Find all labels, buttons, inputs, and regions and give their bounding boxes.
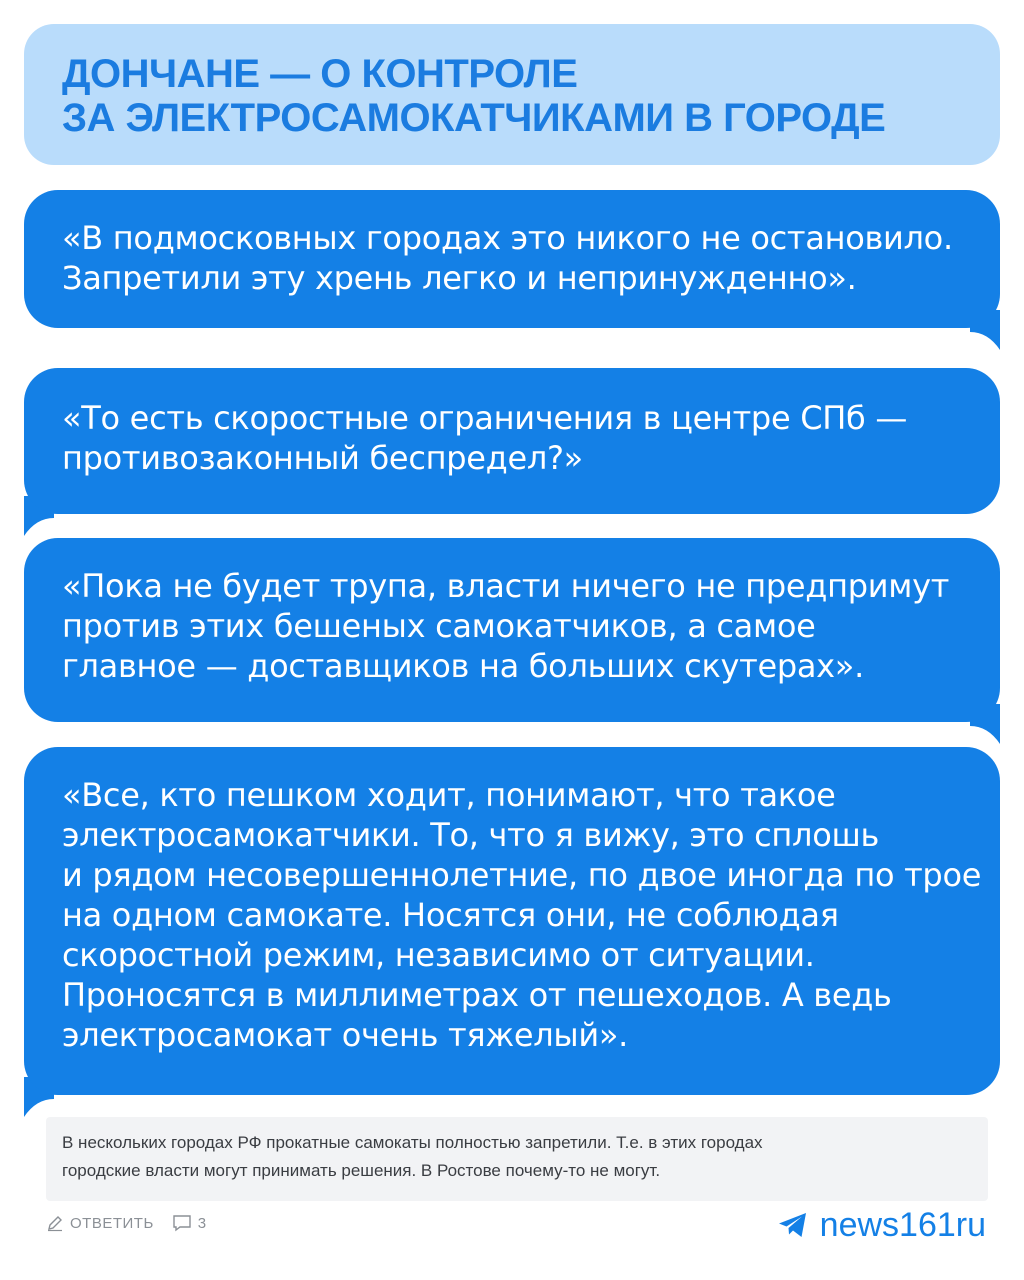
quote-4-line: на одном самокате. Носятся они, не соблюдая bbox=[62, 896, 839, 934]
quote-1-line: Запретили эту хрень легко и непринужденно». bbox=[62, 259, 857, 297]
quote-4-line: и рядом несовершеннолетние, по двое иногда по трое bbox=[62, 856, 982, 894]
comment-line: городские власти могут принимать решения. В Ростове почему-то не могут. bbox=[62, 1161, 661, 1180]
title-line-1: ДОНЧАНЕ — О КОНТРОЛЕ bbox=[62, 52, 578, 96]
comment-text-box bbox=[46, 1117, 988, 1201]
reply-button[interactable] bbox=[46, 1214, 154, 1232]
quote-4-line: Проносятся в миллиметрах от пешеходов. А ведь bbox=[62, 976, 892, 1014]
quote-bubble-1 bbox=[24, 190, 1000, 328]
comment-icon bbox=[172, 1214, 192, 1232]
replies-count-button[interactable] bbox=[172, 1214, 207, 1232]
quote-1-line: «В подмосковных городах это никого не остановило. bbox=[62, 219, 953, 257]
quote-3-line: против этих бешеных самокатчиков, а самое bbox=[62, 607, 816, 645]
quote-2-line: противозаконный беспредел?» bbox=[62, 439, 583, 477]
pencil-icon bbox=[46, 1214, 64, 1232]
brand-name: news161ru bbox=[819, 1205, 986, 1244]
brand-badge[interactable] bbox=[778, 1202, 986, 1248]
quote-4-line: «Все, кто пешком ходит, понимают, что такое bbox=[62, 776, 836, 814]
comment-line: В нескольких городах РФ прокатные самокаты полностью запретили. Т.е. в этих городах bbox=[62, 1133, 763, 1152]
reply-label: ОТВЕТИТЬ bbox=[70, 1214, 154, 1232]
telegram-icon bbox=[778, 1212, 808, 1238]
title-line-2: ЗА ЭЛЕКТРОСАМОКАТЧИКАМИ В ГОРОДЕ bbox=[62, 96, 886, 140]
quote-4-line: электросамокатчики. То, что я вижу, это сплошь bbox=[62, 816, 880, 854]
quote-4-line: электросамокат очень тяжелый». bbox=[62, 1016, 629, 1054]
quote-3-line: главное — доставщиков на больших скутерах». bbox=[62, 647, 864, 685]
quote-bubble-4 bbox=[24, 747, 1000, 1095]
quote-3-line: «Пока не будет трупа, власти ничего не предпримут bbox=[62, 567, 950, 605]
quote-bubble-2 bbox=[24, 368, 1000, 514]
quote-bubble-3 bbox=[24, 538, 1000, 722]
quote-2-line: «То есть скоростные ограничения в центре СПб — bbox=[62, 399, 908, 437]
replies-count: 3 bbox=[197, 1214, 207, 1232]
page-title bbox=[24, 24, 1000, 165]
quote-4-line: скоростной режим, независимо от ситуации. bbox=[62, 936, 815, 974]
comment-actions bbox=[46, 1210, 225, 1236]
